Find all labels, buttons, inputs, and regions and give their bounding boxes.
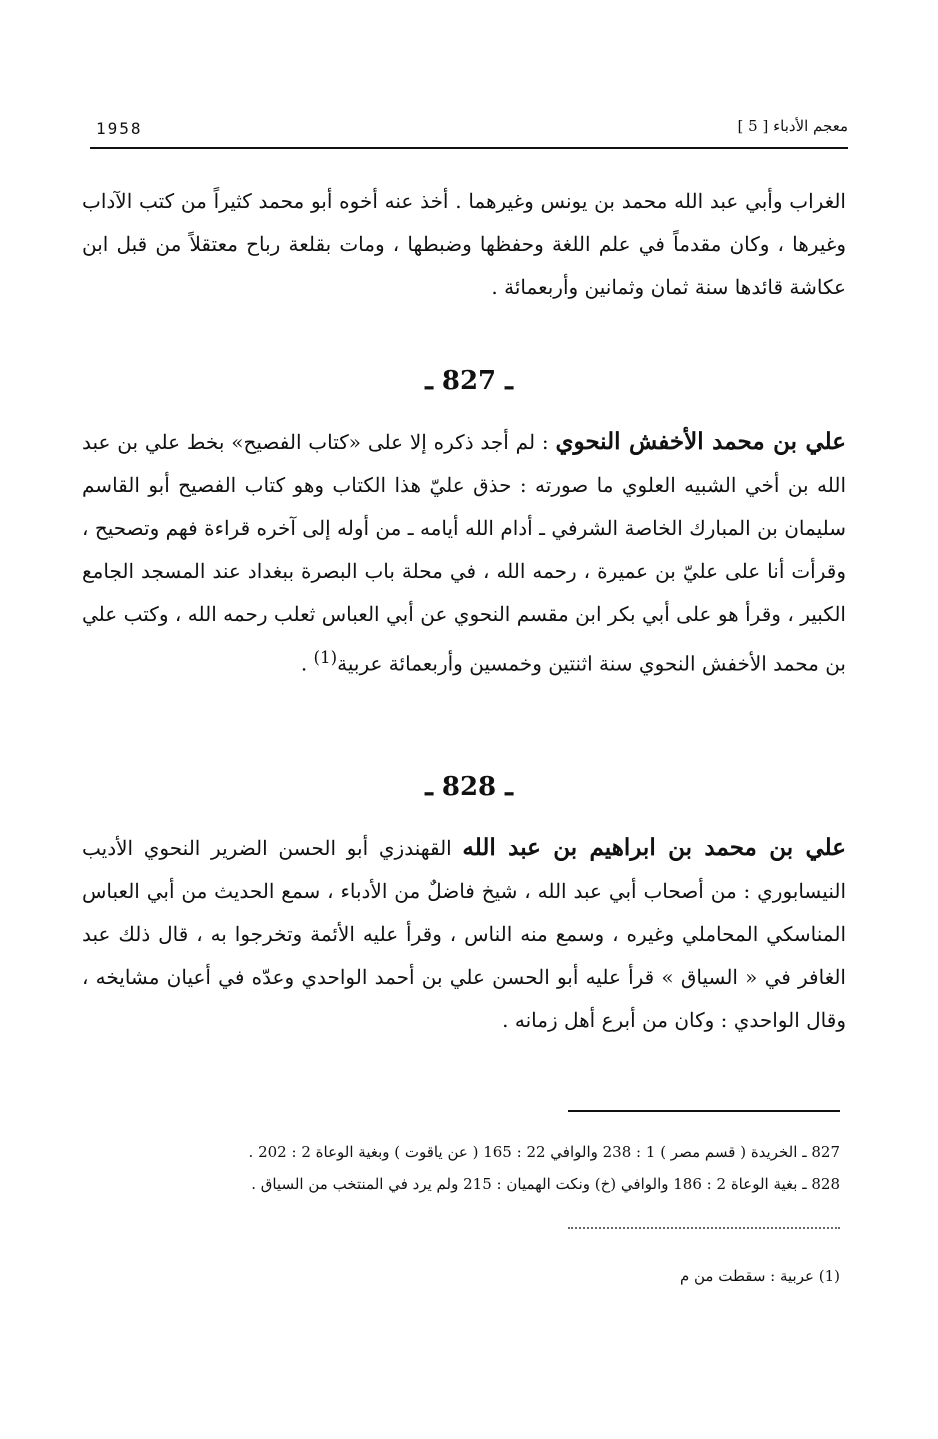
footnote-rule [568,1110,840,1112]
footnote-reference[interactable]: (1) [313,648,338,667]
dotted-separator [568,1227,840,1229]
header-rule [90,147,848,149]
continued-entry-paragraph: الغراب وأبي عبد الله محمد بن يونس وغيرهما . أخذ عنه أخوه أبو محمد كثيراً من كتب الآداب وغيرها ، وكان مقدماً في علم اللغة وحفظها وضبطها ، ومات بقلعة رباح معتقلاً من قبل ابن عكاشة قائدها سنة ثمان وثمانين وأربعمائة . [82,189,846,299]
source-note-828: 828 ـ بغية الوعاة 2 : 186 والوافي (خ) ونكت الهميان : 215 ولم يرد في المنتخب من السياق . [251,1175,840,1193]
entry-828-paragraph [82,826,846,1042]
page-number: 1958 [96,119,143,138]
entry-827-name: علي بن محمد الأخفش النحوي [555,428,847,455]
source-note-827: 827 ـ الخريدة ( قسم مصر ) 1 : 238 والوافي 22 : 165 ( عن ياقوت ) وبغية الوعاة 2 : 202 . [248,1143,840,1161]
entry-827-paragraph [82,420,846,686]
page-header [90,117,848,147]
entry-827-text: : لم أجد ذكره إلا على «كتاب الفصيح» بخط علي بن عبد الله بن أخي الشبيه العلوي ما صورته : حذق عليّ هذا الكتاب وهو كتاب الفصيح أبو القاسم سليمان بن المبارك الخاصة الشرفي ـ أدام الله أيامه ـ من أوله إلى آخره قراءة فهم وتصحيح ، وقرأت أنا على عليّ بن عميرة ، رحمه الله ، في محلة باب البصرة ببغداد عند المسجد الجامع الكبير ، وقرأ هو على أبي بكر ابن مقسم النحوي عن أبي العباس ثعلب رحمه الله ، وكتب علي بن محمد الأخفش النحوي سنة اثنتين وخمسين وأربعمائة عربية [82,430,846,676]
footnotes [150,1260,840,1292]
source-notes [150,1136,840,1200]
footnote-1: (1) عربية : سقطت من م [679,1267,840,1285]
running-title: معجم الأدباء [ 5 ] [737,117,848,135]
entry-number-827: ـ 827 ـ [425,366,513,396]
entry-828-text: القهندزي أبو الحسن الضرير النحوي الأديب النيسابوري : من أصحاب أبي عبد الله ، شيخ فاضلٌ من الأدباء ، سمع الحديث من أبي العباس المناسكي المحاملي وغيره ، وسمع منه الناس ، وقرأ عليه الأئمة وتخرجوا به ، قال ذلك عبد الغافر في « السياق » قرأ عليه أبو الحسن علي بن أحمد الواحدي وعدّه في أعيان مشايخه ، وقال الواحدي : وكان من أبرع أهل زمانه . [82,836,846,1032]
entry-828-name: علي بن محمد بن ابراهيم بن عبد الله [462,834,846,861]
entry-827-end: . [300,651,314,676]
entry-number-828: ـ 828 ـ [425,772,513,802]
